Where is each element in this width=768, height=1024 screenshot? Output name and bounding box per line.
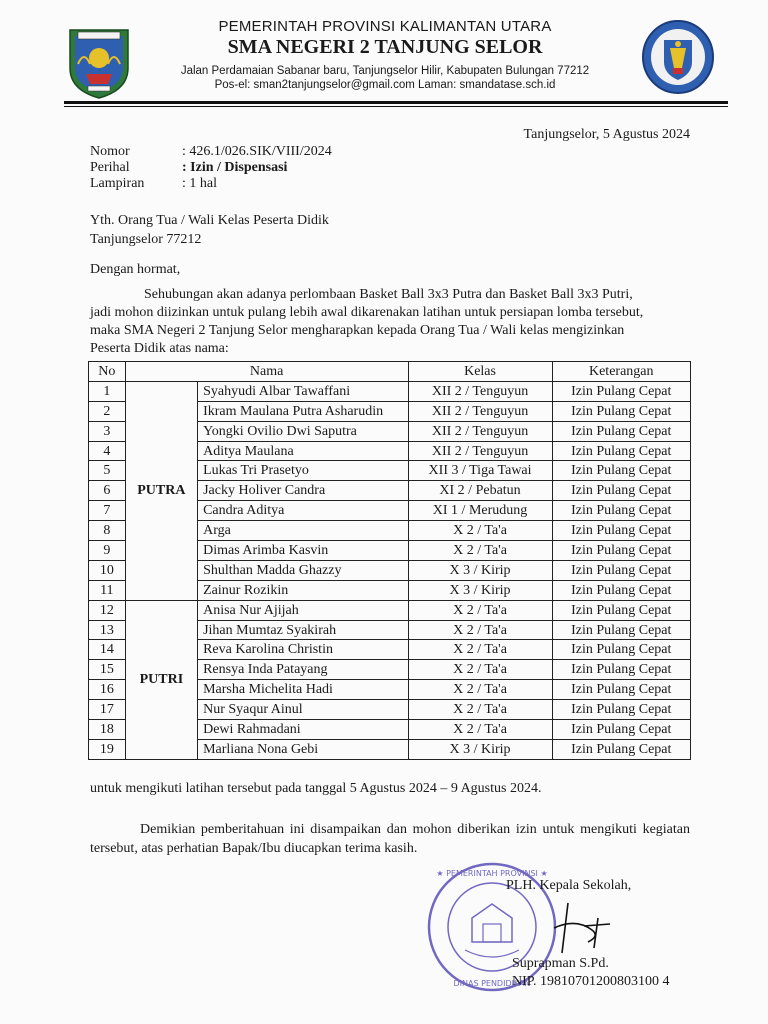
group-putri: PUTRI — [125, 600, 197, 759]
student-remark: Izin Pulang Cepat — [552, 739, 690, 759]
student-class: XI 1 / Merudung — [408, 501, 552, 521]
row-number: 16 — [89, 680, 126, 700]
student-remark: Izin Pulang Cepat — [552, 620, 690, 640]
letter-meta — [90, 144, 332, 192]
student-table — [88, 361, 691, 760]
student-remark: Izin Pulang Cepat — [552, 421, 690, 441]
student-remark: Izin Pulang Cepat — [552, 441, 690, 461]
student-class: X 3 / Kirip — [408, 560, 552, 580]
school-name: SMA NEGERI 2 TANJUNG SELOR — [227, 36, 543, 58]
row-number: 11 — [89, 580, 126, 600]
student-name: Anisa Nur Ajijah — [198, 600, 408, 620]
student-class: X 2 / Ta'a — [408, 541, 552, 561]
school-logo — [640, 18, 716, 96]
student-class: XII 2 / Tenguyun — [408, 381, 552, 401]
student-name: Marsha Michelita Hadi — [198, 680, 408, 700]
student-class: X 2 / Ta'a — [408, 600, 552, 620]
student-name: Dimas Arimba Kasvin — [198, 541, 408, 561]
recipient-line-1: Yth. Orang Tua / Wali Kelas Peserta Didik — [90, 213, 329, 228]
table-row — [89, 381, 691, 401]
student-class: X 2 / Ta'a — [408, 700, 552, 720]
row-number: 5 — [89, 461, 126, 481]
intro-line-1: Sehubungan akan adanya perlombaan Basket Ball 3x3 Putra dan Basket Ball 3x3 Putri, — [144, 287, 633, 302]
intro-line-2: jadi mohon diizinkan untuk pulang lebih awal dikarenakan latihan untuk persiapan lomba tersebut, — [90, 305, 644, 320]
signatory-name: Suprapman S.Pd. — [512, 956, 609, 971]
student-class: X 2 / Ta'a — [408, 620, 552, 640]
student-remark: Izin Pulang Cepat — [552, 461, 690, 481]
closing-text: Demikian pemberitahuan ini disampaikan dan mohon diberikan izin untuk mengikuti kegiatan tersebut, atas perhatian Bapak/Ibu diucapkan terima kasih. — [90, 822, 690, 856]
student-class: XII 2 / Tenguyun — [408, 441, 552, 461]
row-number: 17 — [89, 700, 126, 720]
letterhead-rule-thick — [64, 101, 728, 104]
student-name: Nur Syaqur Ainul — [198, 700, 408, 720]
student-class: X 2 / Ta'a — [408, 640, 552, 660]
svg-text:DINAS PENDIDIKAN: DINAS PENDIDIKAN — [453, 979, 531, 988]
header-keterangan: Keterangan — [552, 362, 690, 382]
row-number: 9 — [89, 541, 126, 561]
student-class: XI 2 / Pebatun — [408, 481, 552, 501]
student-remark: Izin Pulang Cepat — [552, 660, 690, 680]
row-number: 7 — [89, 501, 126, 521]
table-header-row — [89, 362, 691, 382]
student-remark: Izin Pulang Cepat — [552, 680, 690, 700]
signatory-nip: NIP. 19810701200803100 4 — [512, 974, 670, 989]
student-name: Aditya Maulana — [198, 441, 408, 461]
row-number: 4 — [89, 441, 126, 461]
handwritten-signature — [548, 898, 618, 958]
student-remark: Izin Pulang Cepat — [552, 700, 690, 720]
row-number: 10 — [89, 560, 126, 580]
row-number: 8 — [89, 521, 126, 541]
student-name: Dewi Rahmadani — [198, 720, 408, 740]
row-number: 13 — [89, 620, 126, 640]
student-class: XII 2 / Tenguyun — [408, 421, 552, 441]
lampiran-label: Lampiran — [90, 176, 145, 191]
student-name: Shulthan Madda Ghazzy — [198, 560, 408, 580]
student-remark: Izin Pulang Cepat — [552, 521, 690, 541]
student-remark: Izin Pulang Cepat — [552, 501, 690, 521]
row-number: 12 — [89, 600, 126, 620]
student-class: XII 2 / Tenguyun — [408, 401, 552, 421]
student-class: X 2 / Ta'a — [408, 521, 552, 541]
student-remark: Izin Pulang Cepat — [552, 720, 690, 740]
student-remark: Izin Pulang Cepat — [552, 481, 690, 501]
meta-lampiran — [90, 176, 332, 192]
row-number: 19 — [89, 739, 126, 759]
meta-perihal — [90, 160, 332, 176]
student-name: Lukas Tri Prasetyo — [198, 461, 408, 481]
student-name: Jihan Mumtaz Syakirah — [198, 620, 408, 640]
signature-title: PLH. Kepala Sekolah, — [506, 878, 632, 893]
student-remark: Izin Pulang Cepat — [552, 580, 690, 600]
student-name: Candra Aditya — [198, 501, 408, 521]
group-putra: PUTRA — [125, 381, 197, 600]
intro-line-4: Peserta Didik atas nama: — [90, 341, 229, 356]
row-number: 2 — [89, 401, 126, 421]
row-number: 6 — [89, 481, 126, 501]
row-number: 1 — [89, 381, 126, 401]
greeting: Dengan hormat, — [90, 262, 181, 277]
row-number: 14 — [89, 640, 126, 660]
province-logo — [64, 24, 134, 100]
student-remark: Izin Pulang Cepat — [552, 600, 690, 620]
nomor-label: Nomor — [90, 144, 130, 159]
student-remark: Izin Pulang Cepat — [552, 541, 690, 561]
header-no: No — [89, 362, 126, 382]
row-number: 18 — [89, 720, 126, 740]
perihal-label: Perihal — [90, 160, 130, 175]
header-kelas: Kelas — [408, 362, 552, 382]
student-name: Syahyudi Albar Tawaffani — [198, 381, 408, 401]
student-class: X 2 / Ta'a — [408, 720, 552, 740]
svg-text:★ PEMERINTAH PROVINSI ★: ★ PEMERINTAH PROVINSI ★ — [436, 869, 548, 878]
header-name: Nama — [125, 362, 408, 382]
student-name: Rensya Inda Patayang — [198, 660, 408, 680]
recipient-line-2: Tanjungselor 77212 — [90, 232, 202, 247]
lampiran-value: : 1 hal — [182, 176, 217, 191]
letterhead-rule-thin — [64, 106, 728, 107]
student-name: Yongki Ovilio Dwi Saputra — [198, 421, 408, 441]
row-number: 3 — [89, 421, 126, 441]
student-class: XII 3 / Tiga Tawai — [408, 461, 552, 481]
closing-paragraph — [90, 820, 690, 858]
perihal-value: : Izin / Dispensasi — [182, 160, 288, 175]
recipient-block — [90, 212, 329, 250]
student-class: X 3 / Kirip — [408, 580, 552, 600]
letter-date: Tanjungselor, 5 Agustus 2024 — [523, 127, 690, 142]
government-name: PEMERINTAH PROVINSI KALIMANTAN UTARA — [218, 18, 552, 35]
student-remark: Izin Pulang Cepat — [552, 401, 690, 421]
student-name: Reva Karolina Christin — [198, 640, 408, 660]
student-name: Arga — [198, 521, 408, 541]
student-remark: Izin Pulang Cepat — [552, 560, 690, 580]
row-number: 15 — [89, 660, 126, 680]
letterhead — [140, 18, 630, 91]
student-name: Ikram Maulana Putra Asharudin — [198, 401, 408, 421]
nomor-value: : 426.1/026.SIK/VIII/2024 — [182, 144, 332, 159]
student-name: Jacky Holiver Candra — [198, 481, 408, 501]
date-range-text: untuk mengikuti latihan tersebut pada tanggal 5 Agustus 2024 – 9 Agustus 2024. — [90, 781, 542, 796]
school-contact: Pos-el: sman2tanjungselor@gmail.com Laman: smandatase.sch.id — [214, 79, 556, 91]
student-remark: Izin Pulang Cepat — [552, 640, 690, 660]
table-row — [89, 600, 691, 620]
intro-line-3: maka SMA Negeri 2 Tanjung Selor mengharapkan kepada Orang Tua / Wali kelas mengizinkan — [90, 323, 625, 338]
school-address: Jalan Perdamaian Sabanar baru, Tanjungselor Hilir, Kabupaten Bulungan 77212 — [180, 65, 590, 77]
intro-paragraph — [90, 286, 690, 358]
student-class: X 2 / Ta'a — [408, 680, 552, 700]
student-name: Marliana Nona Gebi — [198, 739, 408, 759]
student-class: X 2 / Ta'a — [408, 660, 552, 680]
student-name: Zainur Rozikin — [198, 580, 408, 600]
meta-nomor — [90, 144, 332, 160]
student-remark: Izin Pulang Cepat — [552, 381, 690, 401]
student-class: X 3 / Kirip — [408, 739, 552, 759]
